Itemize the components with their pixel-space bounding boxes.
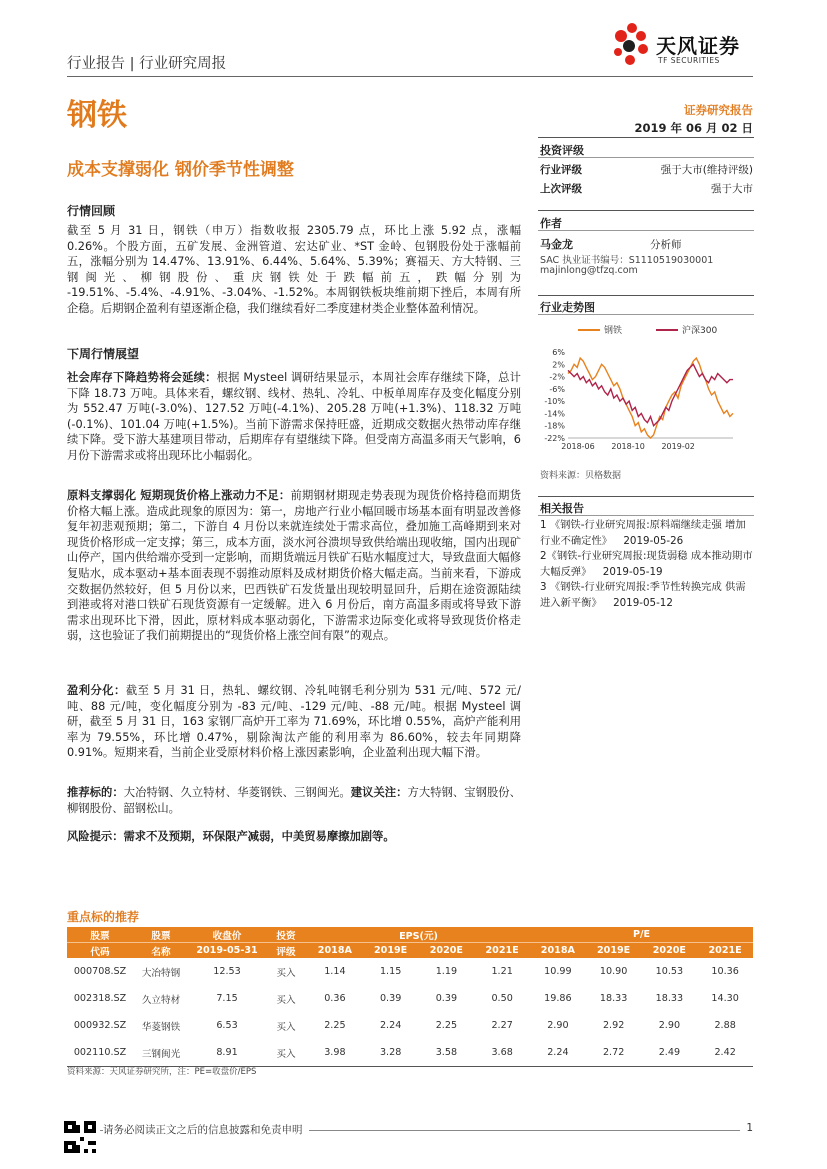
table-cell: 2.42 [697,1039,753,1067]
table-cell: 6.53 [216,1020,238,1031]
table-cell: 2.27 [491,1020,513,1031]
table-header-row-2 [67,943,753,959]
report-title: 成本支撑弱化 钢价季节性调整 [67,160,294,180]
related-report-3[interactable] [540,580,755,611]
table-cell: 大冶特钢 [141,967,181,979]
related-report-1-title: 1 《钢铁-行业研究周报:原料端继续走强 增加行业不确定性》 [540,519,746,547]
industry-rating-label: 行业评级 [540,164,582,176]
x-tick-label: 2019-02 [661,442,695,451]
table-cell: 久立特材 [141,994,181,1006]
page-number: 1 [740,1122,753,1134]
table-row [67,1012,753,1039]
chart-title: 行业走势图 [540,301,595,314]
table-cell: 2.24 [530,1039,586,1067]
rating-title: 投资评级 [540,144,584,157]
table-cell: 2.25 [435,1020,458,1031]
header-close: 收盘价 [189,927,265,943]
chart-source: 资料来源：贝格数据 [540,471,622,481]
inventory-lead: 社会库存下降趋势将会延续： [67,371,217,384]
report-type: 行业报告 | 行业研究周报 [67,56,227,72]
table-cell: 2.72 [586,1039,642,1067]
table-cell: 买入 [276,1021,296,1033]
legend-label-1: 沪深300 [682,326,718,336]
inventory-text: 根据 Mysteel 调研结果显示，本周社会库存继续下降，总计下降 18.73 万吨。具体来看，螺纹钢、线材、热轧、冷轧、中板单周库存及变化幅度分别为 552.47 万吨(-3.0%)、127.52 万吨(-4.1%)、205.28 万吨(+1.3%)、118.32 万吨(-0.1%)、101.04 万吨(+1.5%)。当前下游需求保持旺盛，近期成交数据火热带动库存继续下降。受下游大基建项目带动，后期库存有望继续下降。但受南方高温多雨天气影响，6 月份下游需求或将出现环比小幅弱化。 [67,371,521,462]
prev-rating-value: 强于大市 [711,183,753,195]
author-role: 分析师 [650,239,682,251]
table-cell: 0.36 [324,993,346,1004]
table-note: 资料来源：天风证券研究所，注：PE=收盘价/EPS [67,1067,257,1077]
y-tick-label: 6% [552,348,565,357]
header-code: 股票 [67,927,133,943]
profit-lead: 盈利分化： [67,684,126,697]
header-name: 股票 [133,927,189,943]
related-title: 相关报告 [540,502,584,515]
author-cert: SAC 执业证书编号：S1110519030001 [540,255,714,266]
report-label: 证券研究报告 [684,103,753,117]
company-logo [612,22,757,72]
industry-trend-chart [538,318,758,458]
author-top-rule [538,210,754,211]
header-sub-6: 2020E [419,943,475,959]
industry-rating-value: 强于大市(维持评级) [660,164,753,176]
table-row [67,958,753,985]
recommend-lead: 推荐标的： [67,786,124,799]
author-name: 马金龙 [540,238,573,251]
header-pe: P/E [530,927,753,943]
header-sub-0: 代码 [67,943,133,959]
table-cell: 3.58 [419,1039,475,1067]
logo-en-text: TF SECURITIES [658,56,720,65]
header-sub-5: 2019E [363,943,419,959]
related-report-2[interactable] [540,549,755,580]
related-report-3-date: 2019-05-12 [613,596,673,609]
logo-mark-icon [612,22,652,68]
rating-mid-rule [538,157,754,158]
x-tick-label: 2018-10 [611,442,645,451]
review-paragraph: 截至 5 月 31 日，钢铁（申万）指数收报 2305.79 点，环比上涨 5.92 点，涨幅 0.26%。个股方面，五矿发展、金洲管道、宏达矿业、*ST 金岭、包钢股份处于涨幅前五，涨幅分别为 14.47%、13.91%、6.44%、5.64%、5.39%；赛福天、方大特钢、三钢闽光、柳钢股份、重庆钢铁处于跌幅前五，跌幅分别为 -19.51%、-5.4%、-4.91%、-3.04%、-1.52%。本周钢铁板块维前期下挫后，本周有所企稳。后期钢企盈利有望逐渐企稳，我们继续看好二季度建材类企业整体盈利情况。 [67,224,521,315]
stock-recommend-table [67,927,753,1067]
table-cell: 1.15 [379,966,402,977]
table-cell: 1.19 [435,966,458,977]
table-cell: 3.68 [474,1039,530,1067]
legend-label-0: 钢铁 [604,326,623,336]
table-cell: 10.90 [599,966,628,977]
profit-text: 截至 5 月 31 日，热轧、螺纹钢、冷轧吨钢毛利分别为 531 元/吨、572 元/吨、88 元/吨，变化幅度分别为 -83 元/吨、-129 元/吨、-88 元/吨。根据 Mysteel 调研，截至 5 月 31 日，163 家钢厂高炉开工率为 71.69%，环比增 0.55%，高炉产能利用率为 79.55%，环比增 0.47%，剔除淘汰产能的利用率为 86.60%，较去年同期降 0.91%。短期来看，当前企业受原材料价格上涨因素影响，企业盈利出现大幅下滑。 [67,684,521,760]
related-report-2-date: 2019-05-19 [602,565,663,578]
y-tick-label: -10% [544,397,565,407]
risk-lead: 风险提示： [67,830,124,843]
header-rating: 投资 [265,927,307,943]
table-cell: 10.36 [711,966,739,977]
table-cell: 华菱钢铁 [141,1021,181,1033]
industry-name: 钢铁 [67,98,127,133]
table-cell: 8.91 [189,1039,265,1067]
table-cell: 2.90 [658,1020,681,1031]
related-report-1-date: 2019-05-26 [623,534,684,547]
y-tick-label: -14% [544,409,565,419]
table-cell: 2.92 [602,1020,625,1031]
raw-material-lead: 原料支撑弱化 短期现货价格上涨动力不足： [67,489,291,502]
table-cell: 0.39 [379,993,402,1004]
header-sub-11: 2021E [697,943,753,959]
raw-material-paragraph [67,488,521,644]
related-top-rule [538,496,754,497]
risk-paragraph [67,829,521,845]
table-cell: 3.28 [363,1039,419,1067]
table-cell: 14.30 [711,993,739,1004]
related-report-3-title: 3 《钢铁-行业研究周报:季节性转换完成 供需进入新平衡》 [540,581,746,609]
author-email[interactable]: majinlong@tfzq.com [540,265,638,276]
table-cell: 1.14 [324,966,346,977]
risk-text: 需求不及预期，环保限产减弱，中美贸易摩擦加剧等。 [123,830,395,843]
table-cell: 10.53 [655,966,684,977]
qr-code-icon [64,1121,96,1153]
watch-lead: 建议关注： [350,786,408,799]
header-sub-7: 2021E [474,943,530,959]
table-cell: 3.98 [307,1039,363,1067]
header-sub-4: 2018A [307,943,363,959]
y-tick-label: -22% [544,434,565,443]
table-cell: 1.21 [491,966,513,977]
outlook-section-title: 下周行情展望 [67,347,140,361]
table-cell: 买入 [276,967,296,979]
y-tick-label: -6% [549,384,565,394]
table-cell: 002318.SZ [73,993,127,1004]
table-cell: 0.50 [491,993,513,1004]
inventory-paragraph [67,370,521,464]
review-section-title: 行情回顾 [67,204,116,218]
rating-top-rule [538,137,754,138]
table-cell: 2.24 [379,1020,402,1031]
prev-rating-label: 上次评级 [540,183,582,195]
table-cell: 2.25 [324,1020,346,1031]
table-title: 重点标的推荐 [67,910,140,924]
recommend-paragraph [67,785,521,816]
table-cell: 0.39 [435,993,458,1004]
table-cell: 19.86 [544,993,572,1004]
watch-text: 方大特钢、宝钢股份、柳钢股份、韶钢松山。 [67,786,521,815]
author-title: 作者 [540,217,562,230]
table-cell: 7.15 [216,993,238,1004]
table-cell: 买入 [276,994,296,1006]
footer-disclaimer[interactable]: 请务必阅读正文之后的信息披露和免责申明 [103,1122,309,1137]
raw-material-text: 前期钢材期现走势表现为现货价格持稳而期货价格大幅上涨。造成此现象的原因为：第一，房地产行业小幅回暖市场基本面有明显改善修复年初悲观预期；第二，下游自 4 月份以来就连续处于需求高位，叠加施工高峰期到来对现货价格形成一定支撑；第三，成本方面，淡水河谷溃坝导致供给端出现收缩，国内出现矿山停产，国内供给端亦受到一定影响，而期货端远月铁矿石贴水幅度过大，导致盘面大幅修复贴水，成本驱动+基本面表现不弱推动原料及成材期货价格大幅走高。当前来看，下游成交数据仍然较好，但 5 月份以来，巴西铁矿石发货量出现较明显回升，后期在途资源陆续到港或将对港口铁矿石现货资源有一定缓解。进入 6 月份后，南方高温多雨或将导致下游需求出现环比下滑，因此，原材料成本驱动弱化，下游需求边际变化或将导致现货价格走弱，这也验证了我们前期提出的“现货价格上涨空间有限”的观点。 [67,489,521,643]
related-report-1[interactable] [540,518,755,549]
y-tick-label: -18% [544,421,565,431]
table-cell: 2.49 [642,1039,698,1067]
x-tick-label: 2018-06 [561,442,595,451]
header-rule [67,76,753,77]
table-cell: 三钢闽光 [133,1039,189,1067]
table-cell: 002110.SZ [67,1039,133,1067]
header-sub-8: 2018A [530,943,586,959]
header-sub-9: 2019E [586,943,642,959]
author-mid-rule [538,230,754,231]
table-header-row-1 [67,927,753,943]
header-sub-1: 名称 [133,943,189,959]
table-cell: 000932.SZ [73,1020,127,1031]
chart-mid-rule [538,314,754,315]
qr-code[interactable] [64,1121,96,1153]
table-cell: 12.53 [213,966,241,977]
related-report-2-title: 2《钢铁-行业研究周报:现货弱稳 成本推动期市大幅反弹》 [540,550,753,578]
table-cell: 买入 [265,1039,307,1067]
header-sub-2: 2019-05-31 [189,943,265,959]
table-cell: 18.33 [599,993,628,1004]
header-sub-10: 2020E [642,943,698,959]
report-date: 2019 年 06 月 02 日 [634,121,753,135]
related-mid-rule [538,515,754,516]
table-cell: 2.88 [714,1020,736,1031]
table-cell: 10.99 [544,966,572,977]
table-cell: 2.90 [547,1020,569,1031]
table-row [67,1039,753,1067]
chart-top-rule [538,295,754,296]
table-row [67,985,753,1012]
y-tick-label: 2% [552,360,565,370]
y-tick-label: -2% [549,372,565,382]
header-eps: EPS(元) [307,927,530,943]
table-cell: 000708.SZ [73,966,127,977]
series-line-1 [568,364,733,425]
table-cell: 18.33 [655,993,684,1004]
recommend-text: 大冶特钢、久立特材、华菱钢铁、三钢闽光。 [123,786,351,799]
profit-paragraph [67,683,521,761]
logo-cn-text: 天风证券 [656,34,740,58]
series-line-0 [568,358,733,438]
header-sub-3: 评级 [265,943,307,959]
